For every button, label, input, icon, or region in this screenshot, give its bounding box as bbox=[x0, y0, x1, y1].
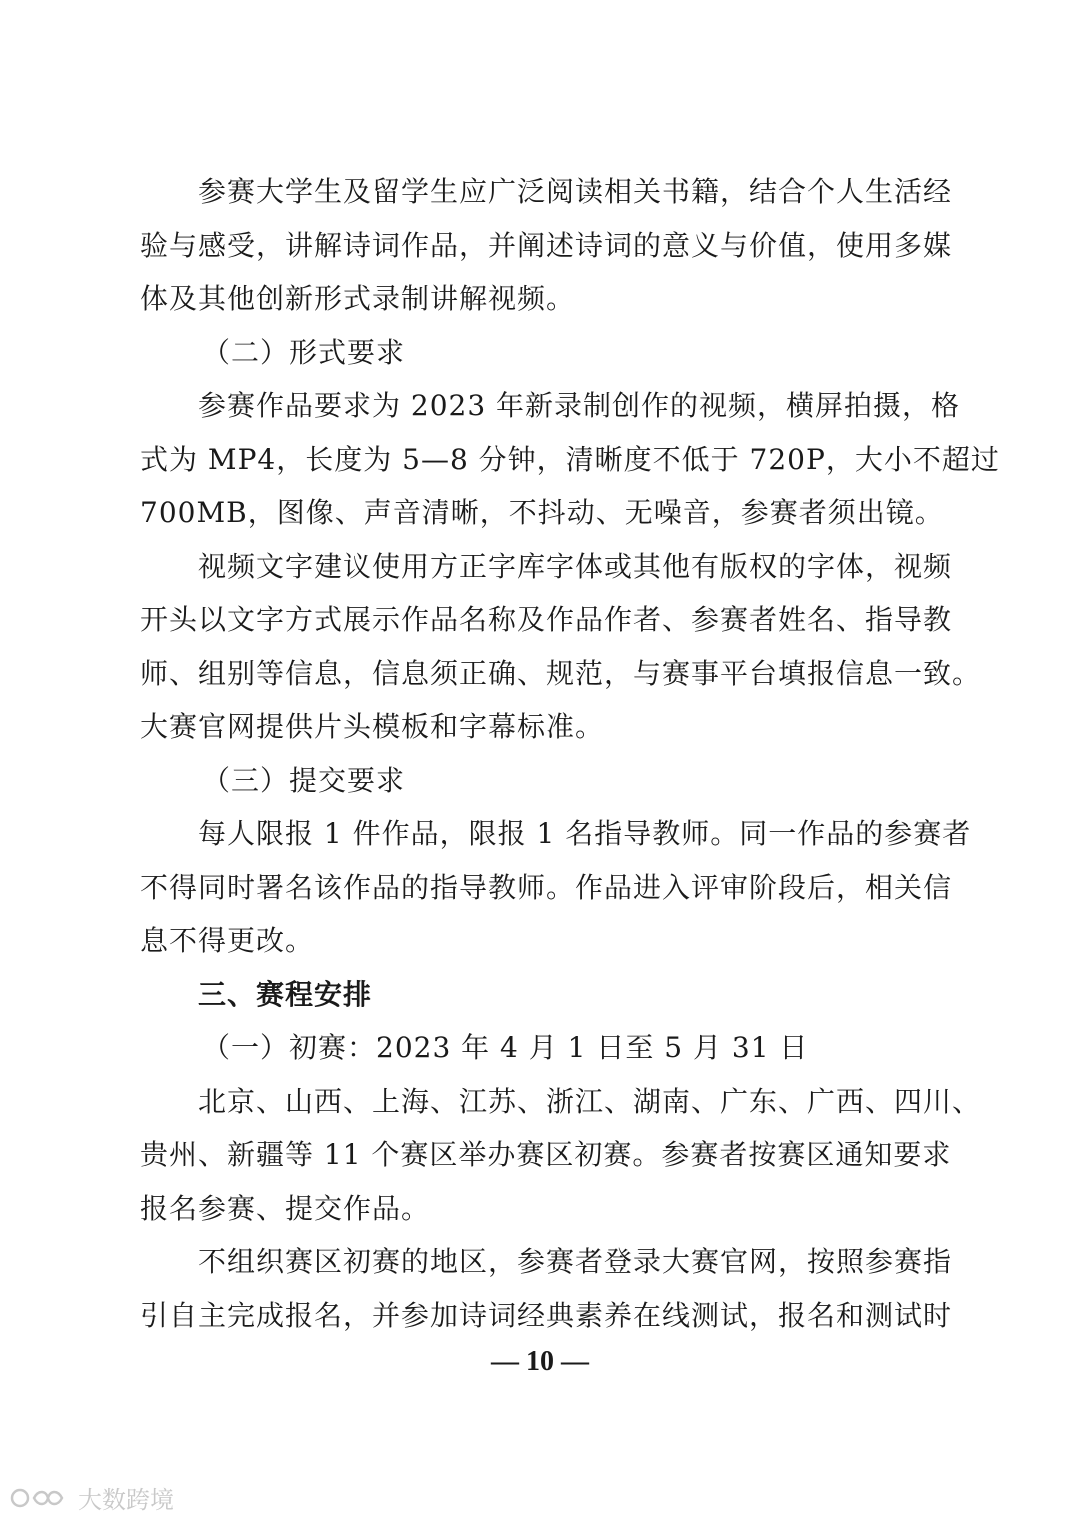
section-heading: 三、赛程安排 bbox=[198, 977, 373, 1011]
section-subheading: （二）形式要求 bbox=[202, 335, 406, 369]
paragraph-line: 报名参赛、提交作品。 bbox=[140, 1191, 431, 1225]
paragraph-line: 700MB，图像、声音清晰，不抖动、无噪音，参赛者须出镜。 bbox=[140, 496, 944, 529]
paragraph-line: 参赛作品要求为 2023 年新录制创作的视频，横屏拍摄，格 bbox=[198, 389, 961, 422]
paragraph-line: 北京、山西、上海、江苏、浙江、湖南、广东、广西、四川、 bbox=[198, 1084, 982, 1118]
paragraph-line: 体及其他创新形式录制讲解视频。 bbox=[140, 282, 576, 315]
paragraph-line: 贵州、新疆等 11 个赛区举办赛区初赛。参赛者按赛区通知要求 bbox=[140, 1138, 952, 1171]
watermark-text: 大数跨境 bbox=[78, 1486, 174, 1514]
page-number: — 10 — bbox=[491, 1346, 589, 1377]
watermark-logo-icon bbox=[10, 1485, 72, 1511]
watermark bbox=[10, 1480, 174, 1515]
document-body bbox=[140, 165, 1000, 1342]
paragraph-line: 师、组别等信息，信息须正确、规范，与赛事平台填报信息一致。 bbox=[140, 656, 982, 690]
paragraph-line: 大赛官网提供片头模板和字幕标准。 bbox=[140, 710, 605, 743]
section-subheading: （一）初赛：2023 年 4 月 1 日至 5 月 31 日 bbox=[202, 1031, 809, 1064]
paragraph-line: 不组织赛区初赛的地区，参赛者登录大赛官网，按照参赛指 bbox=[198, 1245, 953, 1278]
paragraph-line: 息不得更改。 bbox=[140, 924, 315, 957]
section-subheading: （三）提交要求 bbox=[202, 763, 406, 797]
paragraph-line: 参赛大学生及留学生应广泛阅读相关书籍，结合个人生活经 bbox=[198, 175, 953, 208]
paragraph-line: 不得同时署名该作品的指导教师。作品进入评审阶段后，相关信 bbox=[140, 870, 953, 904]
paragraph-line: 式为 MP4，长度为 5—8 分钟，清晰度不低于 720P，大小不超过 bbox=[140, 442, 1000, 476]
paragraph-line: 验与感受，讲解诗词作品，并阐述诗词的意义与价值，使用多媒 bbox=[140, 228, 953, 262]
paragraph-line: 引自主完成报名，并参加诗词经典素养在线测试，报名和测试时 bbox=[140, 1298, 953, 1332]
paragraph-line: 开头以文字方式展示作品名称及作品作者、参赛者姓名、指导教 bbox=[140, 603, 953, 636]
paragraph-line: 每人限报 1 件作品，限报 1 名指导教师。同一作品的参赛者 bbox=[198, 817, 972, 850]
paragraph-line: 视频文字建议使用方正字库字体或其他有版权的字体，视频 bbox=[198, 549, 953, 583]
